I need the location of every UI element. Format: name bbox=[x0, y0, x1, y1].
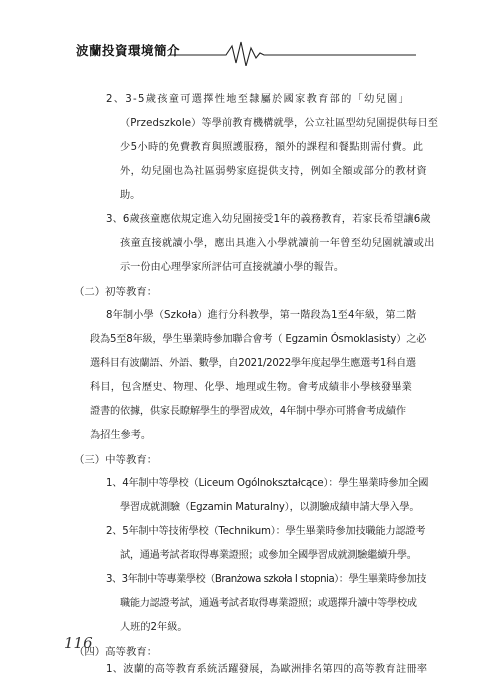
text-line: 段為5至8年級，學生畢業時參加聯合會考（ Egzamin Ósmoklasisty）之必 bbox=[90, 334, 427, 345]
text-line: 3、6歲孩童應依規定進入幼兒園接受1年的義務教育，若家長希望讓6歲 bbox=[106, 214, 431, 225]
text-line: 2、5年制中等技術學校（Technikum）：學生畢業時參加技職能力認證考 bbox=[106, 526, 426, 537]
page-number: 116 bbox=[64, 634, 93, 652]
text-line: 職能力認證考試，通過考試者取得專業證照；或選擇升讀中等學校成 bbox=[120, 598, 417, 609]
text-line: 學習成就測驗（Egzamin Maturalny），以測驗成績申請大學入學。 bbox=[120, 502, 420, 513]
section-heading: （二）初等教育： bbox=[74, 286, 158, 298]
text-line: 助。 bbox=[120, 190, 141, 201]
text-line: 1、4年制中等學校（Liceum Ogólnokształcące）：學生畢業時參加全國 bbox=[106, 478, 429, 489]
text-line: 為招生參考。 bbox=[90, 430, 152, 441]
text-line: 少5小時的免費教育與照護服務，額外的課程和餐點則需付費。此 bbox=[120, 142, 424, 153]
text-line: 選科目有波蘭語、外語、數學，自2021/2022學年度起學生應選考1科自選 bbox=[90, 358, 416, 369]
text-line: 試，通過考試者取得專業證照；或參加全國學習成就測驗繼續升學。 bbox=[120, 550, 417, 561]
text-line: 8年制小學（Szkoła）進行分科教學，第一階段為1至4年級，第二階 bbox=[106, 310, 417, 321]
text-line: 3、3年制中等專業學校（Branżowa szkoła I stopnia）：學生畢業時參加技 bbox=[106, 574, 426, 585]
text-line: 人班的2年級。 bbox=[120, 622, 188, 633]
text-line: 科目，包含歷史、物理、化學、地理或生物。會考成績非小學核發畢業 bbox=[90, 382, 413, 393]
text-line: 外，幼兒園也為社區弱勢家庭提供支持，例如全額或部分的教材資 bbox=[120, 166, 428, 177]
text-line: （Przedszkole）等學前教育機構就學，公立社區型幼兒園提供每日至 bbox=[120, 118, 439, 129]
section-heading: （三）中等教育： bbox=[74, 454, 158, 466]
text-line: 示一份由心理學家所評估可直接就讀小學的報告。 bbox=[120, 262, 345, 273]
text-line: 2、3-5歲孩童可選擇性地至隸屬於國家教育部的「幼兒園」 bbox=[106, 94, 411, 105]
text-line: 孩童直接就讀小學，應出具進入小學就讀前一年曾至幼兒園就讀或出 bbox=[120, 238, 435, 249]
text-line: 1、波蘭的高等教育系統活躍發展，為歐洲排名第四的高等教育註冊率 bbox=[106, 664, 428, 675]
text-line: 證書的依據，供家長瞭解學生的學習成效，4年制中學亦可將會考成績作 bbox=[90, 406, 406, 417]
header-title: 波蘭投資環境簡介 bbox=[76, 43, 181, 58]
section-heading: （四）高等教育： bbox=[74, 646, 158, 658]
